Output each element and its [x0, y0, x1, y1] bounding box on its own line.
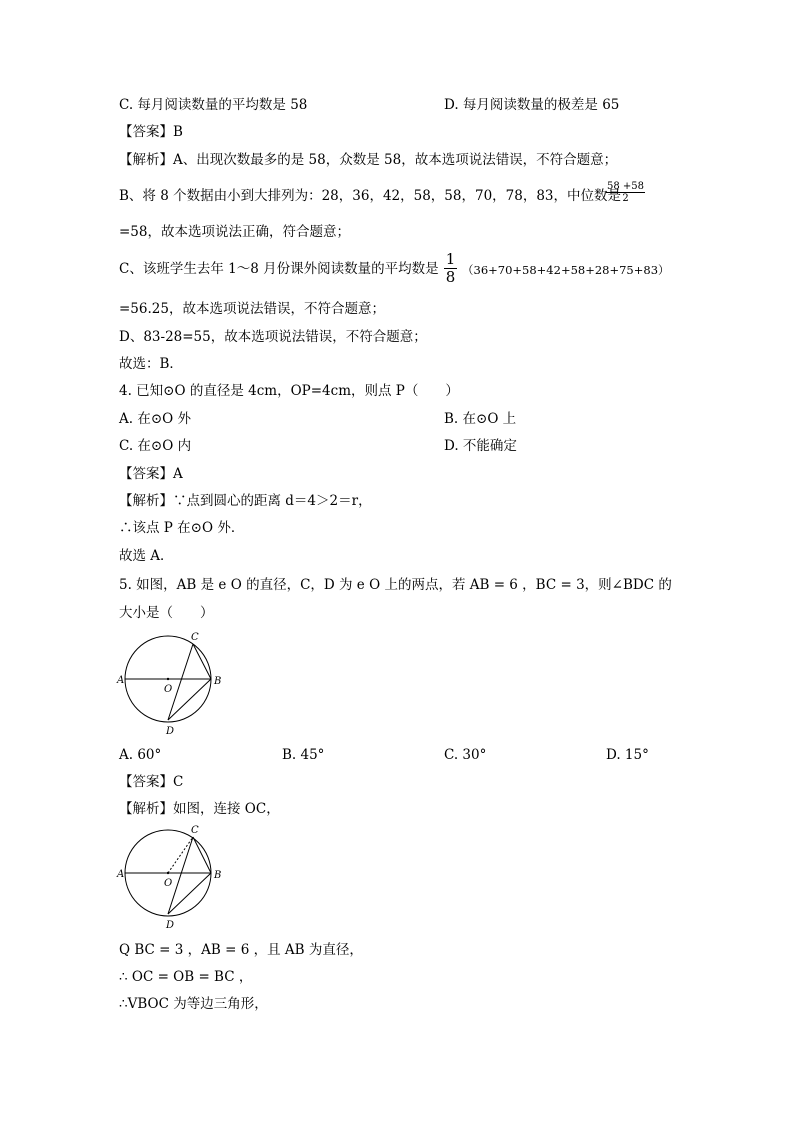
circle-figure-2: [115, 822, 225, 932]
q3-mean-fraction: [444, 251, 457, 286]
q3-explanation-b: B、将 8 个数据由小到大排列为：28，36，42，58，58，70，78，83，中位数是: [119, 188, 622, 204]
center-point: [167, 678, 169, 680]
fraction-denominator: 8: [445, 268, 456, 286]
label-b: B: [214, 676, 222, 687]
q4-choose: 故选 A．: [119, 548, 174, 564]
q4-answer: 【答案】A: [119, 466, 183, 482]
label-a: A: [117, 869, 125, 880]
q3-explanation-c2: =56.25，故本选项说法错误，不符合题意；: [119, 301, 385, 317]
q3-choose: 故选：B．: [119, 356, 183, 372]
q5-stem-line1: 5. 如图，AB 是 e O 的直径，C，D 为 e O 上的两点，若 AB = 6 ，BC = 3，则∠BDC 的: [119, 577, 672, 593]
label-b: B: [214, 870, 222, 881]
segment-cb: [193, 644, 211, 679]
q3-explanation-d: D、83-28=55，故本选项说法错误，不符合题意；: [119, 329, 427, 345]
segment-cb: [193, 837, 211, 873]
q3-option-d: D. 每月阅读数量的极差是 65: [444, 97, 620, 113]
q3-explanation-b2: =58，故本选项说法正确，符合题意；: [119, 224, 350, 240]
q5-explanation-3: ∴ OC = OB = BC ，: [119, 969, 253, 985]
q3-mean-sum: （36+70+58+42+58+28+75+83）: [462, 263, 670, 277]
fraction-numerator: 58 +58: [607, 181, 645, 192]
label-o: O: [164, 684, 173, 695]
q3-answer: 【答案】B: [119, 124, 183, 140]
fraction-numerator: 1: [445, 250, 456, 268]
center-point: [167, 872, 169, 874]
q3-median-fraction: [606, 181, 645, 204]
segment-oc-dashed: [168, 837, 193, 873]
circle-figure-1: [115, 630, 225, 740]
q5-option-a: A. 60°: [119, 747, 162, 763]
q4-option-a: A. 在⊙O 外: [119, 411, 192, 427]
q3-explanation-c: C、该班学生去年 1～8 月份课外阅读数量的平均数是: [119, 261, 439, 277]
q4-explanation-1: 【解析】∵点到圆心的距离 d＝4＞2＝r，: [119, 493, 372, 509]
q4-stem: 4. 已知⊙O 的直径是 4cm，OP=4cm，则点 P（ ）: [119, 383, 459, 399]
q3-option-c: C. 每月阅读数量的平均数是 58: [119, 97, 308, 113]
q4-explanation-2: ∴该点 P 在⊙O 外．: [119, 520, 245, 536]
q5-option-c: C. 30°: [444, 747, 487, 763]
q5-stem-line2: 大小是（ ）: [119, 605, 214, 621]
label-o: O: [164, 878, 173, 889]
q5-answer: 【答案】C: [119, 774, 184, 790]
q5-option-b: B. 45°: [282, 747, 325, 763]
q4-option-b: B. 在⊙O 上: [444, 411, 517, 427]
q5-explanation-4: ∴VBOC 为等边三角形，: [119, 996, 268, 1012]
fraction-denominator: 2: [622, 193, 629, 204]
q5-option-d: D. 15°: [606, 747, 649, 763]
q5-explanation-2: Q BC = 3 ，AB = 6 ，且 AB 为直径，: [119, 942, 363, 958]
label-a: A: [117, 675, 125, 686]
q5-explanation-1: 【解析】如图，连接 OC，: [119, 801, 280, 817]
q4-option-c: C. 在⊙O 内: [119, 438, 192, 454]
label-d: D: [166, 920, 175, 931]
q3-explanation-a: 【解析】A、出现次数最多的是 58，众数是 58，故本选项说法错误，不符合题意；: [119, 152, 618, 168]
q4-option-d: D. 不能确定: [444, 438, 517, 454]
label-d: D: [166, 726, 175, 737]
label-c: C: [191, 632, 199, 643]
label-c: C: [191, 825, 199, 836]
